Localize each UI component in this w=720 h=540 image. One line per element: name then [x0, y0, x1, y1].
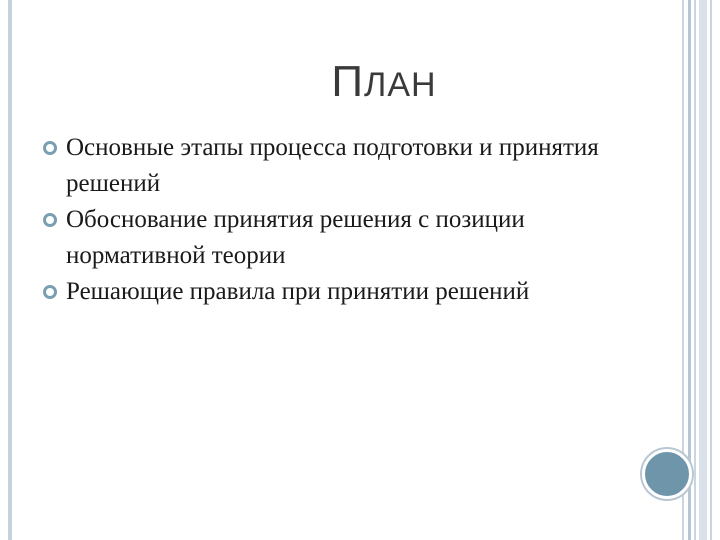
title-rest: ЛАН: [364, 66, 437, 104]
bullet-item: [42, 130, 642, 202]
ring-bullet-icon: [42, 284, 58, 300]
ring-bullet-icon: [42, 140, 58, 156]
bullet-list: [42, 130, 642, 310]
slide-title: [0, 56, 720, 111]
circle-decoration: [642, 449, 692, 499]
bullet-item: [42, 274, 642, 310]
title-first-letter: П: [331, 57, 365, 106]
bullet-item: [42, 202, 642, 274]
slide-title-text: [283, 56, 436, 111]
bullet-text: Основные этапы процесса подготовки и принятия решений: [66, 134, 599, 197]
ring-bullet-icon: [42, 212, 58, 228]
bullet-text: Обоснование принятия решения с позиции нормативной теории: [66, 206, 525, 269]
bullet-text: Решающие правила при принятии решений: [66, 278, 530, 305]
